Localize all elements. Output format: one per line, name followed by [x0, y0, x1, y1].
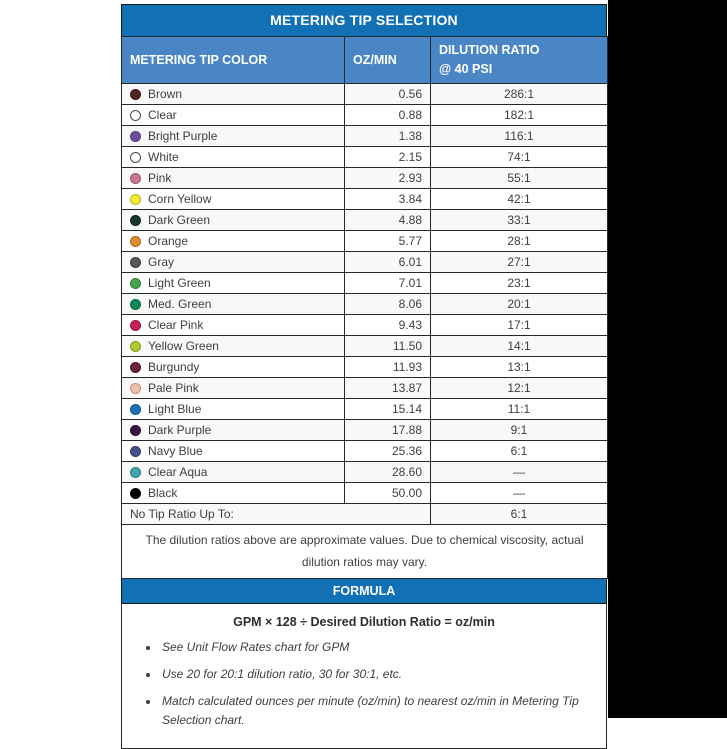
- oz-min-value: 1.38: [345, 125, 431, 146]
- table-row: [122, 104, 608, 125]
- tip-color-dot-icon: [130, 488, 141, 499]
- tip-color-label: Gray: [148, 254, 175, 269]
- no-tip-ratio-row: [122, 503, 608, 524]
- tip-color-dot-icon: [130, 341, 141, 352]
- table-row: [122, 356, 608, 377]
- tip-color-dot-icon: [130, 425, 141, 436]
- tip-color-label: Med. Green: [148, 296, 212, 311]
- dilution-ratio-value: 286:1: [431, 83, 608, 104]
- dilution-ratio-value: 14:1: [431, 335, 608, 356]
- tip-color-cell: [122, 146, 345, 167]
- tip-color-dot-icon: [130, 194, 141, 205]
- oz-min-value: 7.01: [345, 272, 431, 293]
- tip-color-dot-icon: [130, 131, 141, 142]
- tip-color-label: Bright Purple: [148, 128, 218, 143]
- oz-min-value: 8.06: [345, 293, 431, 314]
- tip-color-dot-icon: [130, 110, 141, 121]
- tip-color-label: Burgundy: [148, 359, 200, 374]
- table-row: [122, 188, 608, 209]
- table-row: [122, 482, 608, 503]
- oz-min-value: 11.93: [345, 356, 431, 377]
- tip-table-body: [122, 83, 608, 503]
- tip-color-label: Black: [148, 485, 178, 500]
- table-row: [122, 419, 608, 440]
- dilution-ratio-value: 55:1: [431, 167, 608, 188]
- formula-bullet: • Match calculated ounces per minute (oz/min) to nearest oz/min in Metering Tip Selection chart.: [160, 692, 594, 732]
- oz-min-value: 13.87: [345, 377, 431, 398]
- right-black-band: [608, 0, 727, 718]
- oz-min-value: 2.93: [345, 167, 431, 188]
- metering-tip-table: [121, 36, 608, 579]
- dilution-ratio-value: 116:1: [431, 125, 608, 146]
- tip-color-label: Light Green: [148, 275, 211, 290]
- tip-color-dot-icon: [130, 257, 141, 268]
- formula-section-header: FORMULA: [121, 579, 607, 604]
- tip-color-cell: [122, 230, 345, 251]
- oz-min-value: 6.01: [345, 251, 431, 272]
- no-tip-ratio-label: No Tip Ratio Up To:: [122, 503, 431, 524]
- table-row: [122, 146, 608, 167]
- tip-color-dot-icon: [130, 278, 141, 289]
- tip-color-label: Orange: [148, 233, 189, 248]
- table-row: [122, 314, 608, 335]
- dilution-ratio-value: 12:1: [431, 377, 608, 398]
- tip-color-cell: [122, 188, 345, 209]
- table-row: [122, 230, 608, 251]
- column-header-dilution-line1: DILUTION RATIO: [439, 43, 540, 57]
- dilution-ratio-value: 11:1: [431, 398, 608, 419]
- tip-color-cell: [122, 335, 345, 356]
- formula-bullet: • Use 20 for 20:1 dilution ratio, 30 for 30:1, etc.: [160, 665, 594, 685]
- tip-color-dot-icon: [130, 152, 141, 163]
- oz-min-value: 50.00: [345, 482, 431, 503]
- tip-color-cell: [122, 167, 345, 188]
- dilution-ratio-value: 9:1: [431, 419, 608, 440]
- tip-color-label: Pink: [148, 170, 172, 185]
- column-header-ozmin: OZ/MIN: [345, 37, 431, 84]
- dilution-ratio-value: —: [431, 461, 608, 482]
- tip-color-cell: [122, 377, 345, 398]
- oz-min-value: 0.56: [345, 83, 431, 104]
- tip-color-cell: [122, 440, 345, 461]
- tip-color-label: Clear Aqua: [148, 464, 208, 479]
- tip-color-cell: [122, 251, 345, 272]
- column-header-dilution-line2: @ 40 PSI: [439, 61, 493, 76]
- tip-color-cell: [122, 356, 345, 377]
- oz-min-value: 4.88: [345, 209, 431, 230]
- dilution-ratio-value: 33:1: [431, 209, 608, 230]
- dilution-ratio-value: 42:1: [431, 188, 608, 209]
- tip-color-dot-icon: [130, 236, 141, 247]
- dilution-ratio-value: 17:1: [431, 314, 608, 335]
- dilution-ratio-value: 13:1: [431, 356, 608, 377]
- dilution-ratio-value: 74:1: [431, 146, 608, 167]
- tip-color-dot-icon: [130, 89, 141, 100]
- table-header-row: [122, 37, 608, 84]
- table-row: [122, 272, 608, 293]
- table-row: [122, 167, 608, 188]
- dilution-ratio-value: 20:1: [431, 293, 608, 314]
- oz-min-value: 17.88: [345, 419, 431, 440]
- column-header-color: METERING TIP COLOR: [122, 37, 345, 84]
- tip-color-dot-icon: [130, 467, 141, 478]
- tip-color-cell: [122, 314, 345, 335]
- table-row: [122, 335, 608, 356]
- oz-min-value: 25.36: [345, 440, 431, 461]
- tip-color-cell: [122, 125, 345, 146]
- tip-color-label: Corn Yellow: [148, 191, 212, 206]
- oz-min-value: 15.14: [345, 398, 431, 419]
- tip-color-cell: [122, 293, 345, 314]
- tip-color-cell: [122, 272, 345, 293]
- dilution-note-text: The dilution ratios above are approximate values. Due to chemical viscosity, actual dilution ratios may vary.: [122, 524, 608, 579]
- dilution-ratio-value: 23:1: [431, 272, 608, 293]
- tip-color-label: Navy Blue: [148, 443, 203, 458]
- tip-color-dot-icon: [130, 383, 141, 394]
- tip-color-cell: [122, 482, 345, 503]
- oz-min-value: 2.15: [345, 146, 431, 167]
- formula-section-body: [121, 604, 607, 749]
- tip-color-label: White: [148, 149, 179, 164]
- tip-color-label: Light Blue: [148, 401, 202, 416]
- tip-color-dot-icon: [130, 173, 141, 184]
- tip-color-dot-icon: [130, 446, 141, 457]
- tip-color-label: Clear Pink: [148, 317, 204, 332]
- tip-color-cell: [122, 419, 345, 440]
- tip-color-label: Dark Green: [148, 212, 211, 227]
- table-row: [122, 83, 608, 104]
- tip-color-dot-icon: [130, 362, 141, 373]
- formula-bullet: • See Unit Flow Rates chart for GPM: [160, 638, 594, 658]
- dilution-ratio-value: 182:1: [431, 104, 608, 125]
- tip-color-label: Yellow Green: [148, 338, 219, 353]
- oz-min-value: 3.84: [345, 188, 431, 209]
- tip-color-cell: [122, 83, 345, 104]
- formula-bullets: [134, 638, 594, 731]
- table-row: [122, 293, 608, 314]
- tip-color-dot-icon: [130, 215, 141, 226]
- oz-min-value: 9.43: [345, 314, 431, 335]
- tip-color-label: Pale Pink: [148, 380, 199, 395]
- table-row: [122, 440, 608, 461]
- formula-equation: GPM × 128 ÷ Desired Dilution Ratio = oz/min: [233, 615, 495, 630]
- tip-color-cell: [122, 209, 345, 230]
- tip-color-dot-icon: [130, 299, 141, 310]
- oz-min-value: 0.88: [345, 104, 431, 125]
- tip-color-cell: [122, 398, 345, 419]
- oz-min-value: 11.50: [345, 335, 431, 356]
- dilution-ratio-value: 6:1: [431, 440, 608, 461]
- table-note-row: [122, 524, 608, 579]
- column-header-dilution: [431, 37, 608, 84]
- tip-color-label: Dark Purple: [148, 422, 212, 437]
- dilution-ratio-value: —: [431, 482, 608, 503]
- table-row: [122, 398, 608, 419]
- table-row: [122, 125, 608, 146]
- tip-color-dot-icon: [130, 404, 141, 415]
- tip-color-label: Clear: [148, 107, 177, 122]
- table-row: [122, 377, 608, 398]
- oz-min-value: 5.77: [345, 230, 431, 251]
- no-tip-ratio-value: 6:1: [431, 503, 608, 524]
- table-row: [122, 461, 608, 482]
- table-row: [122, 251, 608, 272]
- table-row: [122, 209, 608, 230]
- tip-color-dot-icon: [130, 320, 141, 331]
- tip-color-cell: [122, 461, 345, 482]
- metering-tip-sheet: [121, 4, 607, 749]
- tip-color-cell: [122, 104, 345, 125]
- tip-color-label: Brown: [148, 86, 183, 101]
- oz-min-value: 28.60: [345, 461, 431, 482]
- dilution-ratio-value: 28:1: [431, 230, 608, 251]
- table-title: METERING TIP SELECTION: [121, 4, 607, 36]
- dilution-ratio-value: 27:1: [431, 251, 608, 272]
